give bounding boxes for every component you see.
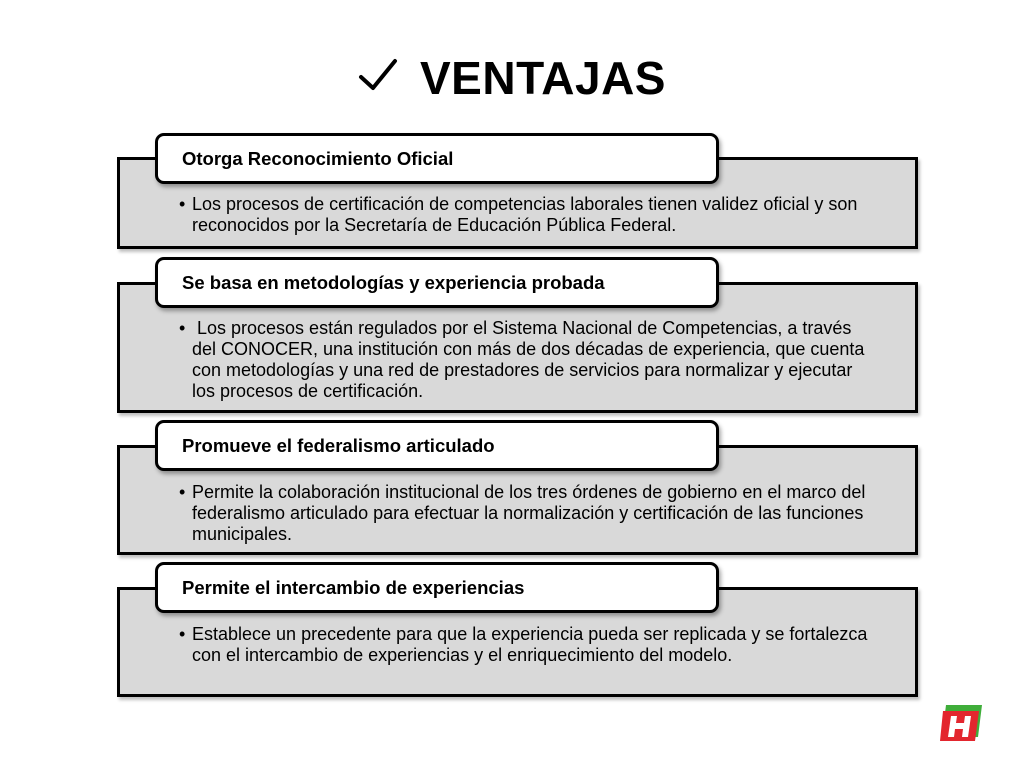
section-heading-intercambio: Permite el intercambio de experiencias [155,562,719,613]
section-heading-metodologias: Se basa en metodologías y experiencia probada [155,257,719,308]
section-heading-reconocimiento: Otorga Reconocimiento Oficial [155,133,719,184]
section-text-reconocimiento [170,194,870,236]
section-text-intercambio [170,624,870,666]
section-text-content: Los procesos de certificación de competencias laborales tienen validez oficial y son reconocidos por la Secretaría de Educación Pública Federal. [192,194,858,235]
check-mark-icon [358,55,398,95]
bullet-marker: • [179,318,186,338]
slide-title: VENTAJAS [420,52,666,104]
section-text-content: Establece un precedente para que la experiencia pueda ser replicada y se fortalezca con el intercambio de experiencias y el enriquecimiento del modelo. [192,624,868,665]
section-text-content: Permite la colaboración institucional de los tres órdenes de gobierno en el marco del federalismo articulado para efectuar la normalización y certificación de las funciones municipales. [192,482,866,544]
section-heading-federalismo: Promueve el federalismo articulado [155,420,719,471]
section-text-metodologias [170,318,870,402]
section-text-content: Los procesos están regulados por el Sistema Nacional de Competencias, a través del CONOCER, una institución con más de dos décadas de experiencia, que cuenta con metodologías y una red de prestadores de servicios para normalizar y ejecutar los procesos de certificación. [192,318,870,401]
slide-title-row [0,48,1024,108]
bullet-marker: • [179,624,186,644]
section-text-federalismo [170,482,870,545]
bullet-marker: • [179,482,186,502]
bullet-marker: • [179,194,186,214]
h-logo-icon [940,703,984,743]
